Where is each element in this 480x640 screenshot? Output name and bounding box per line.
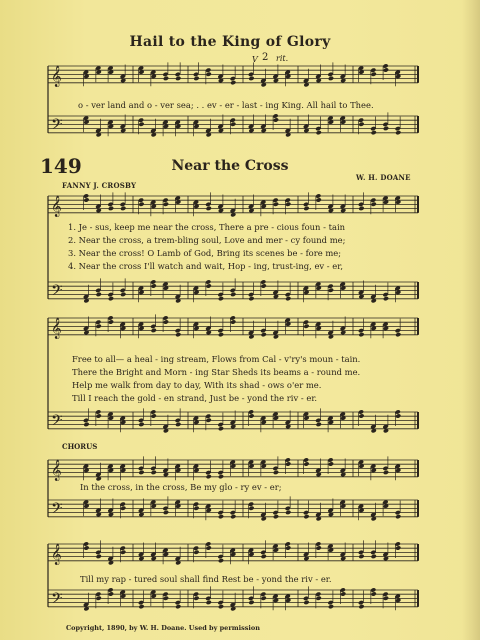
staff-bass-1-note [138,122,144,127]
staff-treble-5-note [261,554,267,559]
staff-bass-2-clef: 𝄢 [51,281,63,303]
staff-bass-2-note [328,288,334,293]
staff-bass-5-note [261,596,267,601]
staff-treble-5-clef: 𝄞 [51,543,62,565]
staff-bass-3-note [206,418,212,423]
verse-4-line-b: Till I reach the gold - en strand, Just be - yond the riv - er. [72,393,318,403]
verse-3-line-b: Help me walk from day to day, With its shad - ows o'er me. [72,380,322,390]
tempo-mark-2: 2 [262,52,269,63]
staff-bass-2-note [218,296,224,301]
verse-1-line-b: Free to all— a heal - ing stream, Flows from Cal - v'ry's moun - tain. [72,354,361,364]
staff-treble-4-note [138,470,144,475]
staff-treble-5-note [371,554,377,559]
staff-treble-5-note [316,545,322,550]
chorus-line-2: Till my rap - tured soul shall find Rest be - yond the riv - er. [80,574,332,584]
staff-bass-2-note [96,292,102,297]
staff-bass-3-note [395,413,401,418]
hymn-title-hail-to-the-king: Hail to the King of Glory [129,34,331,50]
staff-treble-1-note [193,76,199,81]
staff-treble-4-note [151,470,157,475]
staff-bass-4-note [193,506,199,511]
staff-bass-5-note [206,600,212,605]
staff-treble-5-note [395,545,401,550]
staff-treble-5-note [120,550,126,555]
staff-bass-5-note [96,596,102,601]
staff-treble-2-note [371,202,377,207]
staff-bass-3-note [83,422,89,427]
staff-bass-3-note [316,422,322,427]
hymn-title-near-the-cross: Near the Cross [171,158,289,174]
staff-treble-3-note [151,328,157,333]
staff-bass-4-note [273,514,279,519]
staff-bass-3-note [138,422,144,427]
copyright-notice: Copyright, 1890, by W. H. Doane. Used by permission [66,624,260,632]
staff-treble-3-note [358,332,364,337]
staff-treble-1-clef: 𝄞 [51,65,62,87]
staff-bass-5-note [248,600,254,605]
verse-1-line-a: 1. Je - sus, keep me near the cross, There a pre - cious foun - tain [68,222,346,232]
staff-treble-2-note [163,202,169,207]
staff-bass-3-note [151,413,157,418]
staff-bass-1-note [358,122,364,127]
staff-treble-4-note [206,474,212,479]
staff-bass-3-clef: 𝄢 [51,411,63,433]
staff-treble-2-note [83,197,89,202]
hymn-number: 149 [40,154,82,178]
staff-bass-1-note [383,126,389,131]
staff-treble-4-note [328,461,334,466]
staff-bass-1-note [371,130,377,135]
staff-treble-4-note [383,470,389,475]
staff-treble-4-note [303,461,309,466]
staff-treble-5-note [96,554,102,559]
staff-bass-4-note [163,510,169,515]
staff-treble-2-note [303,206,309,211]
staff-treble-5-note [193,550,199,555]
verse-2-line-b: There the Bright and Morn - ing Star Sheds its beams a - round me. [72,367,361,377]
staff-bass-4-note [285,510,291,515]
staff-treble-1-note [371,72,377,77]
staff-bass-5-note [303,600,309,605]
staff-treble-4-note [285,461,291,466]
verse-2-line-a: 2. Near the cross, a trem-bling soul, Love and mer - cy found me; [68,235,346,245]
staff-treble-1-note [248,76,254,81]
composer-credit: W. H. DOANE [356,173,411,182]
staff-bass-4-note [248,506,254,511]
staff-bass-5-note [316,596,322,601]
staff-bass-4-note [218,514,224,519]
staff-bass-5-note [340,591,346,596]
staff-bass-4-note [230,514,236,519]
staff-treble-5-note [285,545,291,550]
staff-treble-1-note [206,72,212,77]
staff-treble-2-clef: 𝄞 [51,195,62,217]
staff-treble-3-note [108,319,114,324]
staff-treble-2-note [206,206,212,211]
staff-bass-4-note [303,514,309,519]
staff-bass-4-note [120,506,126,511]
staff-treble-2-note [316,197,322,202]
staff-bass-5-note [163,596,169,601]
staff-treble-3-note [175,332,181,337]
staff-bass-5-note [108,591,114,596]
staff-bass-1-note [395,130,401,135]
staff-treble-5-note [218,558,224,563]
staff-treble-4-note [273,470,279,475]
staff-bass-1-note [316,130,322,135]
staff-bass-2-note [151,283,157,288]
staff-treble-2-note [108,206,114,211]
staff-bass-5-clef: 𝄢 [51,589,63,611]
staff-treble-2-note [273,202,279,207]
staff-bass-4-note [395,514,401,519]
staff-treble-5-note [358,554,364,559]
staff-treble-2-note [285,202,291,207]
staff-bass-3-note [218,426,224,431]
staff-treble-5-note [206,545,212,550]
staff-treble-2-note [138,202,144,207]
staff-treble-2-note [120,206,126,211]
staff-bass-5-note [138,604,144,609]
staff-bass-2-note [383,296,389,301]
staff-bass-1-clef: 𝄢 [51,115,63,137]
staff-bass-2-note [120,292,126,297]
tempo-mark-v: V [252,55,258,64]
staff-treble-1-note [328,76,334,81]
hymn1-lyric-line: o - ver land and o - ver sea; . . ev - er - last - ing King. All hail to Thee. [78,100,374,110]
staff-bass-4-clef: 𝄢 [51,499,63,521]
staff-treble-5-note [83,545,89,550]
staff-bass-2-note [261,283,267,288]
staff-bass-3-note [358,413,364,418]
staff-bass-3-note [96,413,102,418]
staff-bass-3-note [175,422,181,427]
staff-bass-5-note [371,591,377,596]
tempo-mark-rit: rit. [276,54,289,63]
staff-bass-5-note [328,604,334,609]
staff-treble-3-note [395,332,401,337]
staff-bass-2-note [285,296,291,301]
staff-treble-1-note [163,76,169,81]
staff-treble-3-clef: 𝄞 [51,317,62,339]
chorus-line-1: In the cross, in the cross, Be my glo - ry ev - er; [80,482,282,492]
staff-treble-1-note [175,76,181,81]
staff-treble-3-note [261,332,267,337]
staff-bass-2-note [108,296,114,301]
chorus-label: CHORUS [62,442,98,451]
staff-treble-3-note [218,332,224,337]
staff-bass-2-note [230,292,236,297]
verse-3-line-a: 3. Near the cross! O Lamb of God, Bring its scenes be - fore me; [68,248,342,258]
staff-bass-5-note [175,604,181,609]
staff-treble-4-clef: 𝄞 [51,459,62,481]
staff-treble-3-note [303,324,309,329]
staff-treble-2-note [358,206,364,211]
staff-treble-3-note [96,324,102,329]
author-credit: FANNY J. CROSBY [62,181,137,190]
staff-bass-1-note [273,117,279,122]
staff-treble-4-note [218,474,224,479]
staff-bass-3-note [248,413,254,418]
staff-bass-5-note [358,604,364,609]
staff-bass-5-note [193,596,199,601]
staff-treble-3-note [163,319,169,324]
staff-treble-1-note [230,80,236,85]
staff-bass-5-note [383,596,389,601]
staff-treble-3-note [230,319,236,324]
verse-4-line-a: 4. Near the cross I'll watch and wait, Hop - ing, trust-ing, ev - er, [68,261,343,271]
staff-bass-5-note [218,604,224,609]
staff-bass-1-note [230,122,236,127]
staff-bass-2-note [248,296,254,301]
staff-treble-1-note [383,67,389,72]
staff-bass-2-note [206,283,212,288]
